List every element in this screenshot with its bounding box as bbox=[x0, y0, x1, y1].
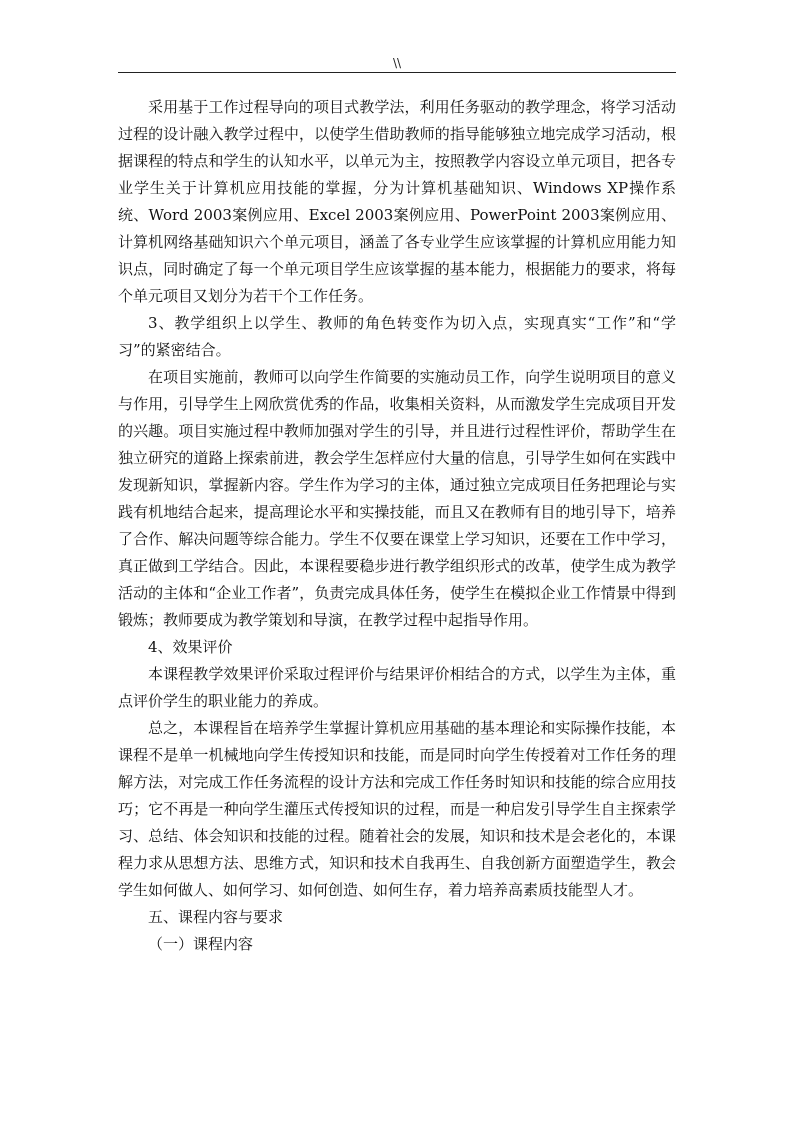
section-heading-evaluation: 4、效果评价 bbox=[148, 638, 233, 656]
paragraph-project-implementation: 在项目实施前，教师可以向学生作简要的实施动员工作，向学生说明项目的意义与作用，引导学生上网欣赏优秀的作品，收集相关资料，从而激发学生完成项目开发的兴趣。项目实施过程中教师加强对学生的引导，并且进行过程性评价，帮助学生在独立研究的道路上探索前进，教会学生怎样应付大量的信息，引导学生如何在实践中发现新知识，掌握新内容。学生作为学习的主体，通过独立完成项目任务把理论与实践有机地结合起来，提高理论水平和实操技能，而且又在教师有目的地引导下，培养了合作、解决问题等综合能力。学生不仅要在课堂上学习知识，还要在工作中学习，真正做到工学结合。因此，本课程要稳步进行教学组织形式的改革，使学生成为教学活动的主体和“企业工作者”，负责完成具体任务，使学生在模拟企业工作情景中得到锻炼；教师要成为教学策划和导演，在教学过程中起指导作用。 bbox=[118, 368, 676, 629]
page-header bbox=[118, 52, 676, 73]
document-body bbox=[118, 94, 676, 958]
paragraph-evaluation: 本课程教学效果评价采取过程评价与结果评价相结合的方式，以学生为主体，重点评价学生的职业能力的养成。 bbox=[118, 665, 676, 710]
section-heading-course-content-requirements: 五、课程内容与要求 bbox=[148, 908, 284, 926]
subsection-heading-course-content: （一）课程内容 bbox=[148, 935, 254, 953]
paragraph-organization-heading: 3、教学组织上以学生、教师的角色转变作为切入点，实现真实“工作”和“学习”的紧密结合。 bbox=[118, 314, 676, 359]
paragraph-summary: 总之，本课程旨在培养学生掌握计算机应用基础的基本理论和实际操作技能，本课程不是单一机械地向学生传授知识和技能，而是同时向学生传授着对工作任务的理解方法，对完成工作任务流程的设计方法和完成工作任务时知识和技能的综合应用技巧；它不再是一种向学生灌压式传授知识的过程，而是一种启发引导学生自主探索学习、总结、体会知识和技能的过程。随着社会的发展，知识和技术是会老化的，本课程力求从思想方法、思维方式，知识和技术自我再生、自我创新方面塑造学生，教会学生如何做人、如何学习、如何创造、如何生存，着力培养高素质技能型人才。 bbox=[118, 719, 676, 899]
header-text: \\ bbox=[392, 56, 402, 70]
paragraph-teaching-method: 采用基于工作过程导向的项目式教学法，利用任务驱动的教学理念，将学习活动过程的设计融入教学过程中，以使学生借助教师的指导能够独立地完成学习活动，根据课程的特点和学生的认知水平，以单元为主，按照教学内容设立单元项目，把各专业学生关于计算机应用技能的掌握，分为计算机基础知识、Windows XP操作系统、Word 2003案例应用、Excel 2003案例应用、PowerPoint 2003案例应用、计算机网络基础知识六个单元项目，涵盖了各专业学生应该掌握的计算机应用能力知识点，同时确定了每一个单元项目学生应该掌握的基本能力，根据能力的要求，将每个单元项目又划分为若干个工作任务。 bbox=[118, 98, 676, 305]
